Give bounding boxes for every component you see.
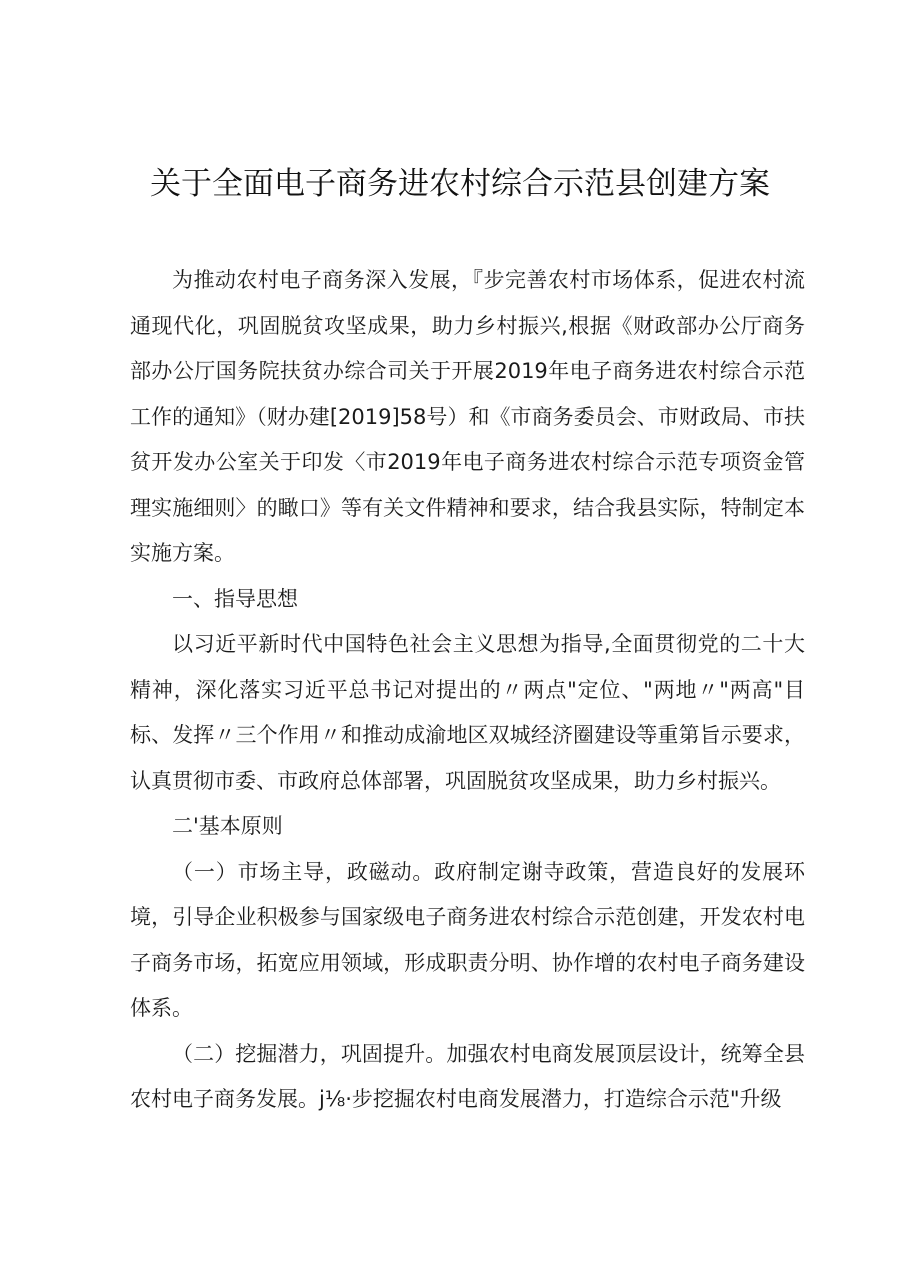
principle-paragraph-2: （二）挖掘潜力，巩固提升。加强农村电商发展顶层设计，统筹全县农村电子商务发展。j⅛·步挖掘农村电商发展潜力，打造综合示范"升级 bbox=[130, 1041, 805, 1111]
document-title: 关于全面电子商务进农村综合示范县创建方案 bbox=[150, 166, 770, 202]
section-heading-basic-principles: 二'基本原则 bbox=[172, 814, 283, 838]
intro-paragraph: 为推动农村电子商务深入发展，『步完善农村市场体系，促进农村流通现代化，巩固脱贫攻坚成果，助力乡村振兴,根据《财政部办公厅商务部办公厅国务院扶贫办综合司关于开展2019年电子商务进农村综合示范工作的通知》（财办建[2019]58号）和《市商务委员会、市财政局、市扶贫开发办公室关于印发〈市2019年电子商务进农村综合示范专项资金管理实施细则〉的瞰口》等有关文件精神和要求，结合我县实际，特制定本实施方案。 bbox=[130, 268, 805, 565]
principle-paragraph-1: （一）市场主导，政磁动。政府制定谢寺政策，营造良好的发展环境，引导企业积极参与国家级电子商务进农村综合示范创建，开发农村电子商务市场，拓宽应用领域，形成职责分明、协作增的农村电子商务建设体系。 bbox=[130, 859, 805, 1020]
section-heading-guiding-ideology: 一、指导思想 bbox=[172, 586, 298, 611]
guiding-ideology-paragraph: 以习近平新时代中国特色社会主义思想为指导,全面贯彻党的二十大精神，深化落实习近平总书记对提出的〃两点"定位、"两地〃"两高"目标、发挥〃三个作用〃和推动成渝地区双城经济圈建设等重第旨示要求，认真贯彻市委、市政府总体部署，巩固脱贫攻坚成果，助力乡村振兴。 bbox=[130, 632, 805, 793]
document-body bbox=[130, 258, 805, 1123]
